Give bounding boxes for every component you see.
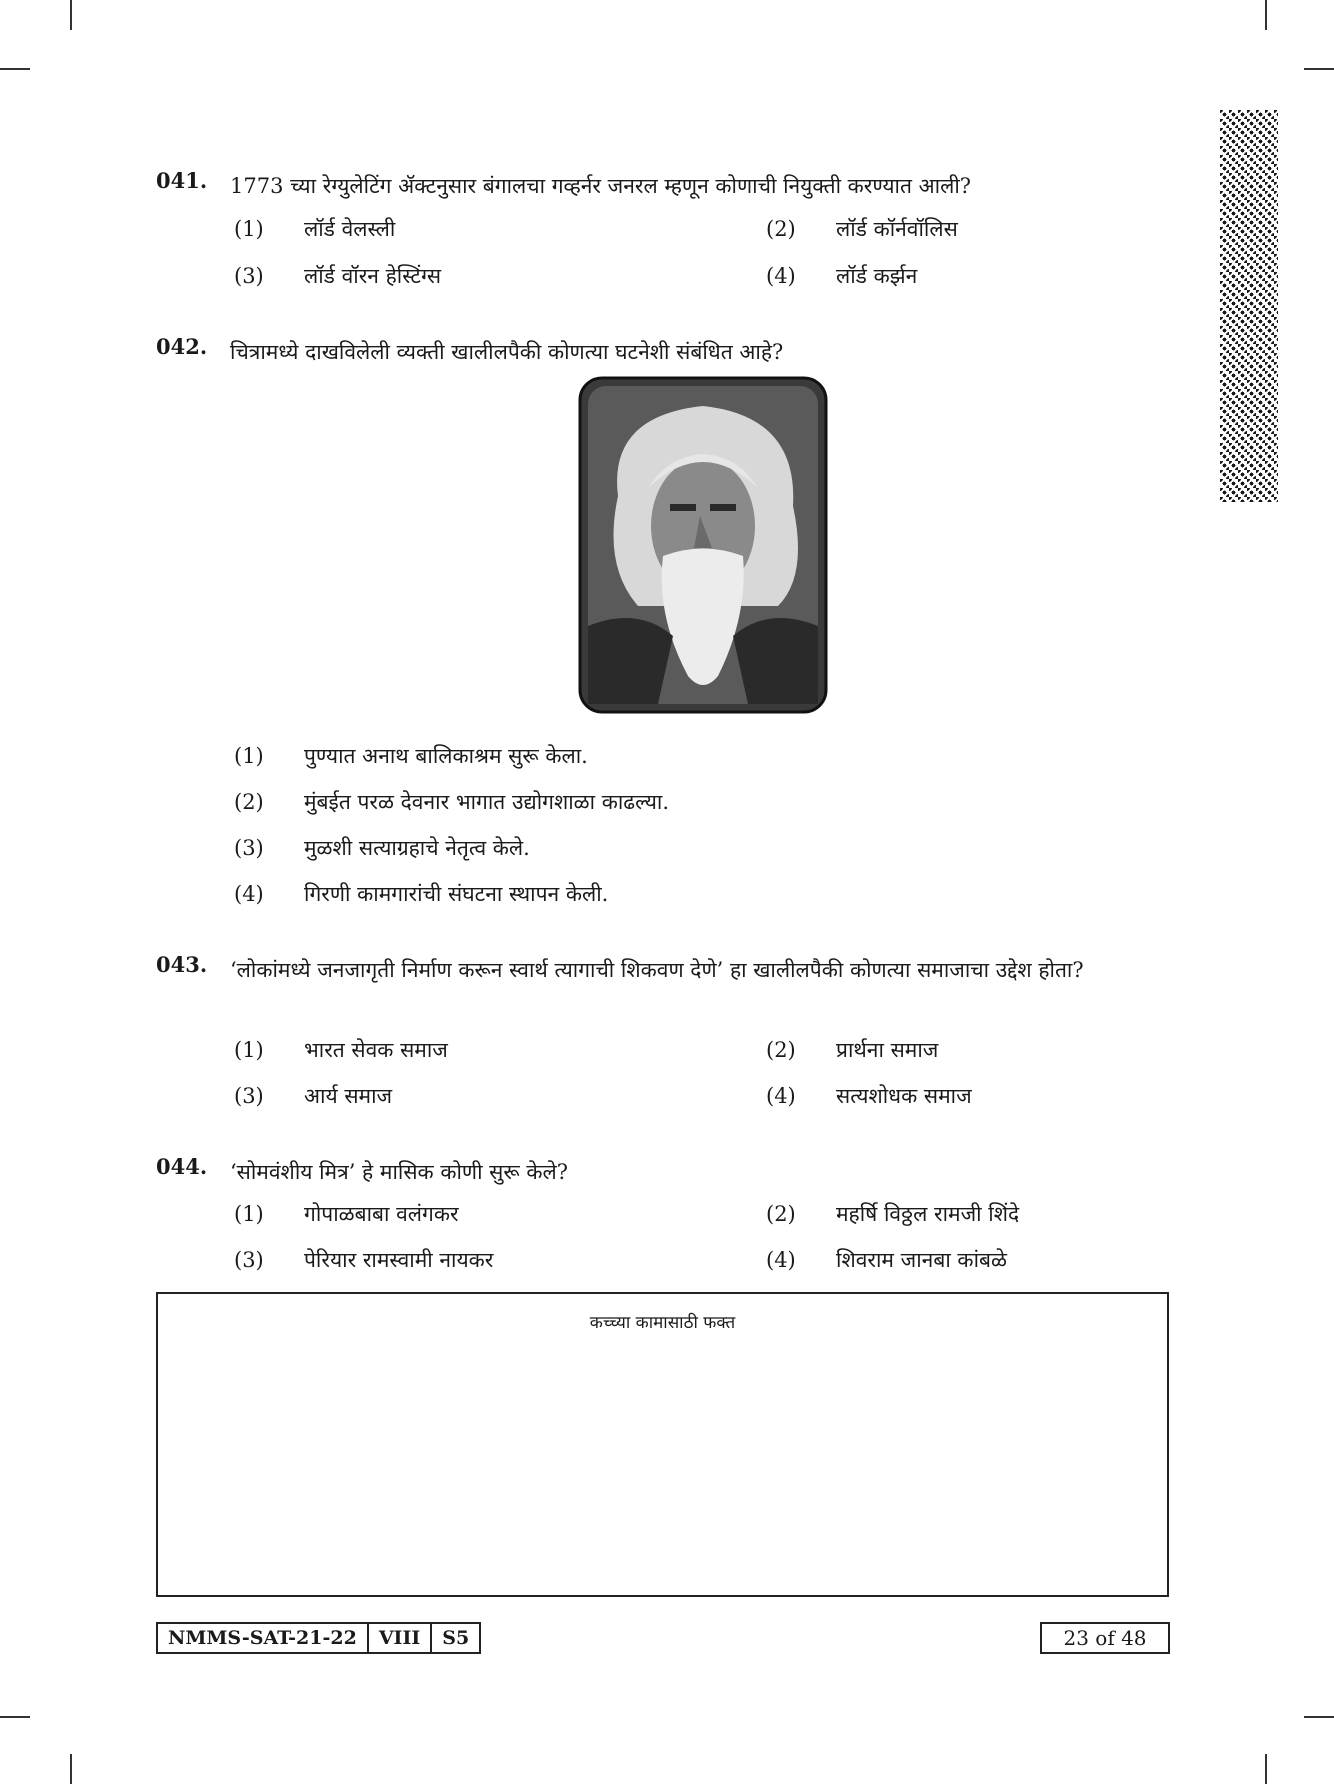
crop-mark — [0, 1716, 30, 1718]
crop-mark — [1304, 1716, 1334, 1718]
option-42-4[interactable]: (4) गिरणी कामगारांची संघटना स्थापन केली. — [234, 882, 609, 906]
crop-mark — [1304, 68, 1334, 70]
question-number: 043. — [156, 952, 208, 977]
crop-mark — [1265, 1754, 1267, 1784]
crop-mark — [70, 1754, 72, 1784]
option-41-3[interactable]: (3) लॉर्ड वॉरन हेस्टिंग्स — [234, 264, 442, 288]
question-text: 1773 च्या रेग्युलेटिंग ॲक्टनुसार बंगालचा गव्हर्नर जनरल म्हणून कोणाची नियुक्ती करण्यात आली? — [230, 174, 972, 198]
option-41-1[interactable]: (1) लॉर्ड वेलस्ली — [234, 217, 396, 241]
page-number: 23 of 48 — [1040, 1622, 1170, 1654]
class-label: VIII — [367, 1624, 430, 1652]
question-number: 044. — [156, 1154, 208, 1179]
option-44-1[interactable]: (1) गोपाळबाबा वलंगकर — [234, 1202, 459, 1226]
option-43-1[interactable]: (1) भारत सेवक समाज — [234, 1038, 448, 1062]
crop-mark — [0, 68, 30, 70]
portrait-image — [578, 376, 828, 714]
option-43-3[interactable]: (3) आर्य समाज — [234, 1084, 393, 1108]
option-44-4[interactable]: (4) शिवराम जानबा कांबळे — [766, 1248, 1007, 1272]
rough-work-box — [156, 1292, 1169, 1597]
option-44-2[interactable]: (2) महर्षि विठ्ठल रामजी शिंदे — [766, 1202, 1020, 1226]
rough-work-label: कच्च्या कामासाठी फक्त — [589, 1313, 736, 1333]
set-label: S5 — [430, 1624, 479, 1652]
option-43-4[interactable]: (4) सत्यशोधक समाज — [766, 1084, 972, 1108]
option-42-2[interactable]: (2) मुंबईत परळ देवनार भागात उद्योगशाळा काढल्या. — [234, 790, 670, 814]
option-42-3[interactable]: (3) मुळशी सत्याग्रहाचे नेतृत्व केले. — [234, 836, 530, 860]
question-text: ‘लोकांमध्ये जनजागृती निर्माण करून स्वार्थ त्यागाची शिकवण देणे’ हा खालीलपैकी कोणत्या समाजाचा उद्देश होता? — [230, 958, 1084, 982]
question-text: ‘सोमवंशीय मित्र’ हे मासिक कोणी सुरू केले? — [230, 1160, 568, 1184]
option-42-1[interactable]: (1) पुण्यात अनाथ बालिकाश्रम सुरू केला. — [234, 744, 588, 768]
option-44-3[interactable]: (3) पेरियार रामस्वामी नायकर — [234, 1248, 494, 1272]
question-number: 042. — [156, 334, 208, 359]
question-text: चित्रामध्ये दाखविलेली व्यक्ती खालीलपैकी कोणत्या घटनेशी संबंधित आहे? — [230, 340, 784, 364]
crop-mark — [1265, 0, 1267, 30]
exam-code: NMMS-SAT-21-22 — [168, 1627, 357, 1649]
exam-code-box — [156, 1622, 481, 1654]
option-41-2[interactable]: (2) लॉर्ड कॉर्नवॉलिस — [766, 217, 958, 241]
question-number: 041. — [156, 168, 208, 193]
crop-mark — [70, 0, 72, 30]
option-41-4[interactable]: (4) लॉर्ड कर्झन — [766, 264, 918, 288]
option-43-2[interactable]: (2) प्रार्थना समाज — [766, 1038, 939, 1062]
